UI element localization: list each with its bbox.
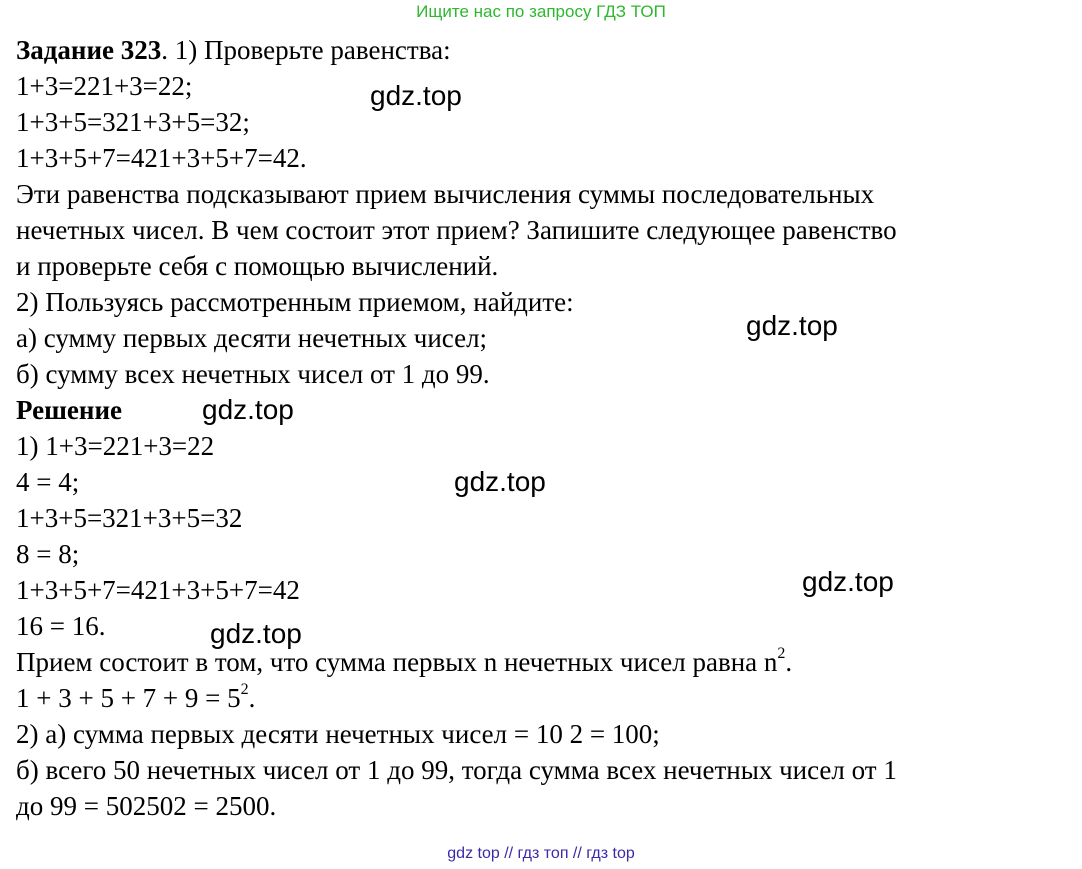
solution-example xyxy=(16,680,1072,716)
task-title-rest: . 1) Проверьте равенства: xyxy=(161,35,451,65)
rule-exponent: 2 xyxy=(777,645,786,662)
watermark: gdz.top xyxy=(210,618,302,649)
task-line: 1+3+5+7=421+3+5+7=42. xyxy=(16,143,307,173)
solution-line: б) всего 50 нечетных чисел от 1 до 99, тогда сумма всех нечетных чисел от 1 xyxy=(16,755,897,785)
watermark: gdz.top xyxy=(746,310,838,341)
example-exponent: 2 xyxy=(240,681,249,698)
rule-end: . xyxy=(785,647,793,677)
example-text: 1 + 3 + 5 + 7 + 9 = 5 xyxy=(16,683,241,713)
watermark: gdz.top xyxy=(370,80,462,111)
task-line: Эти равенства подсказывают прием вычисления суммы последовательных xyxy=(16,179,875,209)
footer-links[interactable]: gdz top // гдз топ // гдз top xyxy=(447,845,635,862)
solution-title: Решение xyxy=(16,395,122,425)
task-line: а) сумму первых десяти нечетных чисел; xyxy=(16,323,488,353)
watermark: gdz.top xyxy=(202,394,294,425)
task-line: нечетных чисел. В чем состоит этот прием? Запишите следующее равенство xyxy=(16,215,897,245)
solution-line: 1+3+5+7=421+3+5+7=42 xyxy=(16,575,300,605)
watermark: gdz.top xyxy=(454,466,546,497)
document-body xyxy=(16,32,1072,824)
task-line: б) сумму всех нечетных чисел от 1 до 99. xyxy=(16,359,490,389)
task-heading xyxy=(16,32,1072,68)
task-line: 1+3=221+3=22; xyxy=(16,71,193,101)
task-title: Задание 323 xyxy=(16,35,162,65)
task-line: 2) Пользуясь рассмотренным приемом, найдите: xyxy=(16,287,574,317)
solution-line: 2) а) сумма первых десяти нечетных чисел = 10 2 = 100; xyxy=(16,719,660,749)
solution-line: до 99 = 502502 = 2500. xyxy=(16,791,277,821)
solution-line: 4 = 4; xyxy=(16,467,80,497)
task-line: и проверьте себя с помощью вычислений. xyxy=(16,251,499,281)
solution-line: 16 = 16. xyxy=(16,611,106,641)
solution-heading xyxy=(16,392,1072,428)
example-end: . xyxy=(248,683,256,713)
search-hint[interactable]: Ищите нас по запросу ГДЗ ТОП xyxy=(416,2,666,21)
task-line: 1+3+5=321+3+5=32; xyxy=(16,107,250,137)
watermark: gdz.top xyxy=(802,566,894,597)
rule-text: Прием состоит в том, что сумма первых n нечетных чисел равна n xyxy=(16,647,778,677)
solution-line: 8 = 8; xyxy=(16,539,80,569)
solution-line: 1) 1+3=221+3=22 xyxy=(16,431,215,461)
solution-line: 1+3+5=321+3+5=32 xyxy=(16,503,243,533)
solution-rule xyxy=(16,644,1072,680)
